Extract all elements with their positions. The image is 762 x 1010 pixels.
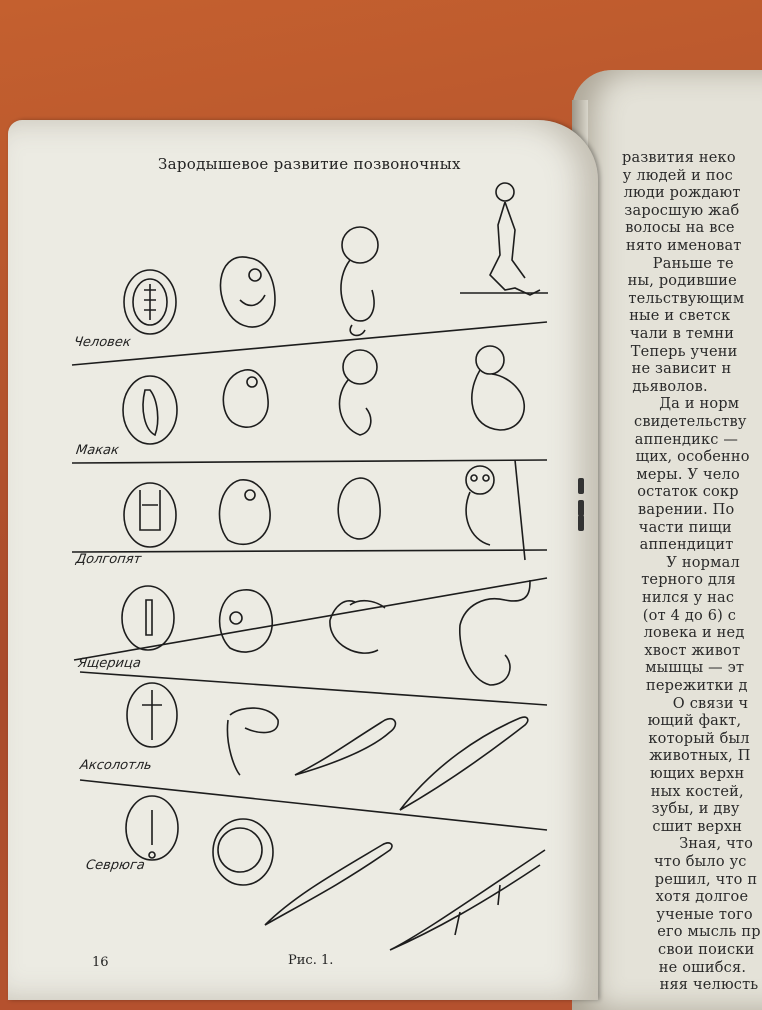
- page-number: 16: [92, 955, 109, 970]
- text-line: щих, особенно: [635, 449, 750, 466]
- text-line: ных костей,: [650, 783, 744, 800]
- text-line: чали в темни: [630, 326, 735, 342]
- text-line: ученые того: [656, 906, 753, 923]
- text-line: части пищи: [638, 519, 732, 536]
- text-line: у людей и пос: [622, 167, 733, 184]
- binding-staple: [578, 478, 584, 494]
- embryo-axolotl-stage1: [127, 683, 177, 747]
- embryo-lizard-stage1: [122, 586, 174, 650]
- text-line: ные и светск: [629, 308, 731, 325]
- row-divider: [72, 460, 547, 463]
- text-line: не ошибся.: [658, 959, 747, 976]
- species-label: Аксолотль: [78, 758, 153, 773]
- text-line: дьяволов.: [632, 378, 708, 395]
- text-line: ющий факт,: [647, 713, 742, 730]
- row-divider: [80, 780, 547, 830]
- text-line: (от 4 до 6) с: [642, 607, 737, 624]
- embryo-tarsier-stage3: [338, 478, 380, 539]
- embryo-human-stage1: [124, 270, 176, 334]
- embryo-human-stage2: [220, 257, 275, 327]
- species-label: Человек: [72, 335, 132, 350]
- text-line: его мысль пр: [657, 924, 761, 941]
- embryo-axolotl-stage3: [295, 719, 395, 775]
- embryo-axolotl-stage2: [227, 708, 278, 775]
- text-line: терного для: [641, 572, 736, 589]
- adult-sturgeon: [390, 850, 545, 950]
- text-line: нято именоват: [626, 238, 742, 254]
- embryo-macaque-stage2: [223, 370, 268, 427]
- embryo-sturgeon-stage1: [126, 796, 178, 860]
- text-line: О связи ч: [672, 695, 749, 712]
- adult-lizard: [460, 580, 530, 685]
- row-divider: [74, 578, 547, 660]
- figure-title: Зародышевое развитие позвоночных: [158, 155, 461, 173]
- text-line: зубы, и дву: [651, 801, 740, 818]
- text-line: тельствующим: [628, 290, 745, 307]
- text-line: люди рождают: [623, 185, 741, 202]
- text-line: мышцы — эт: [645, 660, 745, 677]
- adult-axolotl: [400, 717, 528, 810]
- species-label: Долгопят: [74, 552, 143, 567]
- text-line: Теперь учени: [630, 343, 738, 360]
- row-divider: [72, 550, 547, 552]
- embryo-sturgeon-stage2: [213, 819, 273, 885]
- embryo-tarsier-stage2: [219, 480, 270, 545]
- embryo-lizard-stage2: [220, 590, 273, 652]
- text-line: сшит верхн: [652, 818, 743, 835]
- text-line: варении. По: [638, 502, 735, 518]
- text-line: который был: [648, 730, 750, 747]
- figure-caption: Рис. 1.: [288, 953, 334, 968]
- text-line: няя челюсть: [659, 977, 759, 994]
- text-line: остаток сокр: [637, 484, 739, 501]
- species-label: Макак: [74, 443, 120, 458]
- species-label: Ящерица: [76, 656, 142, 671]
- species-label: Севрюга: [84, 858, 146, 873]
- text-line: ны, родившие: [627, 273, 737, 290]
- text-line: нился у нас: [642, 590, 735, 606]
- adult-human: [460, 183, 548, 295]
- text-line: не зависит н: [631, 361, 732, 378]
- text-line: меры. У чело: [636, 466, 740, 483]
- text-line: аппендикс —: [634, 431, 739, 448]
- text-line: аппендицит: [639, 537, 734, 554]
- text-line: волосы на все: [625, 220, 735, 237]
- embryo-lizard-stage3: [330, 601, 385, 653]
- text-line: свидетельству: [634, 414, 747, 430]
- text-line: хотя долгое: [655, 889, 749, 906]
- binding-staple: [578, 500, 584, 516]
- text-line: хвост живот: [644, 642, 741, 659]
- text-line: решил, что п: [654, 871, 758, 888]
- adult-macaque: [472, 346, 524, 430]
- text-line: заросшую жаб: [624, 202, 740, 219]
- text-line: ющих верхн: [650, 766, 745, 782]
- binding-staple: [578, 515, 584, 531]
- text-line: Раньше те: [652, 255, 734, 272]
- text-line: ловека и нед: [643, 625, 745, 642]
- text-line: У нормал: [666, 554, 740, 571]
- embryo-sturgeon-stage3: [265, 843, 392, 925]
- text-line: животных, П: [649, 748, 751, 765]
- text-line: пережитки д: [646, 678, 748, 694]
- embryo-macaque-stage1: [123, 376, 177, 444]
- text-line: развития неко: [622, 150, 736, 166]
- text-line: Да и норм: [659, 396, 740, 413]
- adult-tarsier: [466, 460, 525, 560]
- text-line: Зная, что: [679, 836, 754, 853]
- text-line: свои поиски: [658, 942, 755, 958]
- embryo-macaque-stage3: [339, 350, 377, 435]
- embryo-human-stage3: [341, 227, 378, 335]
- text-line: что было ус: [654, 854, 747, 870]
- embryo-tarsier-stage1: [124, 483, 176, 547]
